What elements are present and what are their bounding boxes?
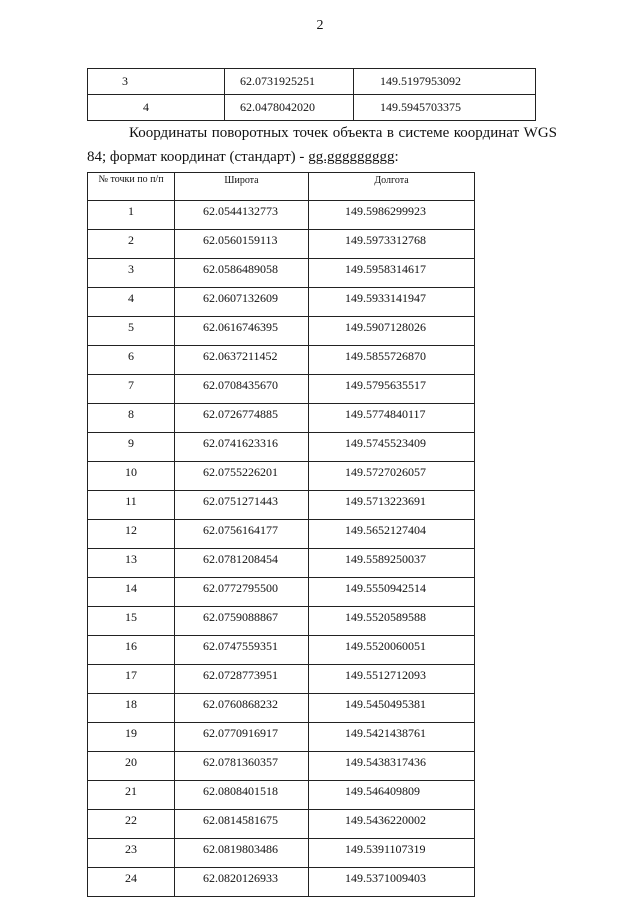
point-number: 24 — [88, 868, 175, 897]
longitude-cell: 149.5727026057 — [309, 462, 475, 491]
longitude-cell: 149.5371009403 — [309, 868, 475, 897]
latitude-cell: 62.0607132609 — [175, 288, 309, 317]
table-row — [88, 549, 475, 578]
latitude-cell: 62.0560159113 — [175, 230, 309, 259]
latitude-cell: 62.0708435670 — [175, 375, 309, 404]
longitude-cell: 149.5550942514 — [309, 578, 475, 607]
table-row — [88, 375, 475, 404]
point-number: 16 — [88, 636, 175, 665]
latitude-cell: 62.0781360357 — [175, 752, 309, 781]
table-row — [88, 781, 475, 810]
longitude-cell: 149.5520060051 — [309, 636, 475, 665]
table-row — [88, 607, 475, 636]
table-row — [88, 578, 475, 607]
table-row — [88, 259, 475, 288]
table-row — [88, 317, 475, 346]
table-row — [88, 665, 475, 694]
latitude-cell: 62.0731925251 — [225, 69, 354, 95]
previous-coordinates-table — [87, 68, 536, 121]
latitude-cell: 62.0770916917 — [175, 723, 309, 752]
point-number: 10 — [88, 462, 175, 491]
table-row — [88, 868, 475, 897]
table-row — [88, 230, 475, 259]
latitude-cell: 62.0819803486 — [175, 839, 309, 868]
table-row — [88, 839, 475, 868]
point-number: 21 — [88, 781, 175, 810]
caption-prefix: 84; формат координат (стандарт) - — [87, 149, 309, 165]
header-latitude: Широта — [175, 173, 309, 201]
longitude-cell: 149.5652127404 — [309, 520, 475, 549]
header-point-number: № точки по п/п — [88, 173, 175, 201]
latitude-cell: 62.0808401518 — [175, 781, 309, 810]
table-row — [88, 752, 475, 781]
longitude-cell: 149.5945703375 — [354, 95, 536, 121]
latitude-cell: 62.0586489058 — [175, 259, 309, 288]
point-number: 5 — [88, 317, 175, 346]
longitude-cell: 149.5855726870 — [309, 346, 475, 375]
latitude-cell: 62.0741623316 — [175, 433, 309, 462]
table-row — [88, 69, 536, 95]
table-row — [88, 201, 475, 230]
longitude-cell: 149.5933141947 — [309, 288, 475, 317]
latitude-cell: 62.0478042020 — [225, 95, 354, 121]
latitude-cell: 62.0755226201 — [175, 462, 309, 491]
point-number: 9 — [88, 433, 175, 462]
table-row — [88, 433, 475, 462]
table-row — [88, 95, 536, 121]
point-number: 8 — [88, 404, 175, 433]
table-row — [88, 462, 475, 491]
latitude-cell: 62.0760868232 — [175, 694, 309, 723]
longitude-cell: 149.5774840117 — [309, 404, 475, 433]
longitude-cell: 149.5795635517 — [309, 375, 475, 404]
latitude-cell: 62.0759088867 — [175, 607, 309, 636]
longitude-cell: 149.5973312768 — [309, 230, 475, 259]
longitude-cell: 149.5713223691 — [309, 491, 475, 520]
point-number: 13 — [88, 549, 175, 578]
point-number: 22 — [88, 810, 175, 839]
table-row — [88, 694, 475, 723]
longitude-cell: 149.5520589588 — [309, 607, 475, 636]
point-number: 11 — [88, 491, 175, 520]
latitude-cell: 62.0728773951 — [175, 665, 309, 694]
table-row — [88, 810, 475, 839]
table-row — [88, 491, 475, 520]
point-number: 7 — [88, 375, 175, 404]
longitude-cell: 149.5907128026 — [309, 317, 475, 346]
point-number: 19 — [88, 723, 175, 752]
point-number: 17 — [88, 665, 175, 694]
longitude-cell: 149.5391107319 — [309, 839, 475, 868]
table-row — [88, 723, 475, 752]
latitude-cell: 62.0747559351 — [175, 636, 309, 665]
caption-line-1: Координаты поворотных точек объекта в системе координат WGS — [129, 125, 557, 141]
caption-suffix: : — [394, 149, 399, 165]
header-longitude: Долгота — [309, 173, 475, 201]
point-number: 15 — [88, 607, 175, 636]
latitude-cell: 62.0781208454 — [175, 549, 309, 578]
point-number: 3 — [88, 259, 175, 288]
longitude-cell: 149.5512712093 — [309, 665, 475, 694]
coordinate-format: gg.ggggggggg — [308, 149, 395, 165]
longitude-cell: 149.5745523409 — [309, 433, 475, 462]
longitude-cell: 149.5589250037 — [309, 549, 475, 578]
table-row — [88, 520, 475, 549]
table-header-row — [88, 173, 475, 201]
longitude-cell: 149.5986299923 — [309, 201, 475, 230]
point-number: 20 — [88, 752, 175, 781]
point-number: 4 — [88, 95, 225, 121]
coordinates-table — [87, 172, 475, 897]
table-row — [88, 636, 475, 665]
point-number: 14 — [88, 578, 175, 607]
longitude-cell: 149.5421438761 — [309, 723, 475, 752]
latitude-cell: 62.0814581675 — [175, 810, 309, 839]
longitude-cell: 149.5958314617 — [309, 259, 475, 288]
latitude-cell: 62.0544132773 — [175, 201, 309, 230]
longitude-cell: 149.5197953092 — [354, 69, 536, 95]
longitude-cell: 149.5438317436 — [309, 752, 475, 781]
table-row — [88, 346, 475, 375]
point-number: 1 — [88, 201, 175, 230]
table-row — [88, 288, 475, 317]
table-row — [88, 404, 475, 433]
latitude-cell: 62.0751271443 — [175, 491, 309, 520]
latitude-cell: 62.0637211452 — [175, 346, 309, 375]
latitude-cell: 62.0756164177 — [175, 520, 309, 549]
page-number: 2 — [316, 18, 324, 33]
point-number: 18 — [88, 694, 175, 723]
point-number: 4 — [88, 288, 175, 317]
point-number: 6 — [88, 346, 175, 375]
point-number: 3 — [88, 69, 225, 95]
longitude-cell: 149.5450495381 — [309, 694, 475, 723]
caption-line-2 — [87, 145, 557, 169]
latitude-cell: 62.0726774885 — [175, 404, 309, 433]
latitude-cell: 62.0772795500 — [175, 578, 309, 607]
latitude-cell: 62.0616746395 — [175, 317, 309, 346]
latitude-cell: 62.0820126933 — [175, 868, 309, 897]
point-number: 2 — [88, 230, 175, 259]
longitude-cell: 149.546409809 — [309, 781, 475, 810]
point-number: 23 — [88, 839, 175, 868]
point-number: 12 — [88, 520, 175, 549]
longitude-cell: 149.5436220002 — [309, 810, 475, 839]
